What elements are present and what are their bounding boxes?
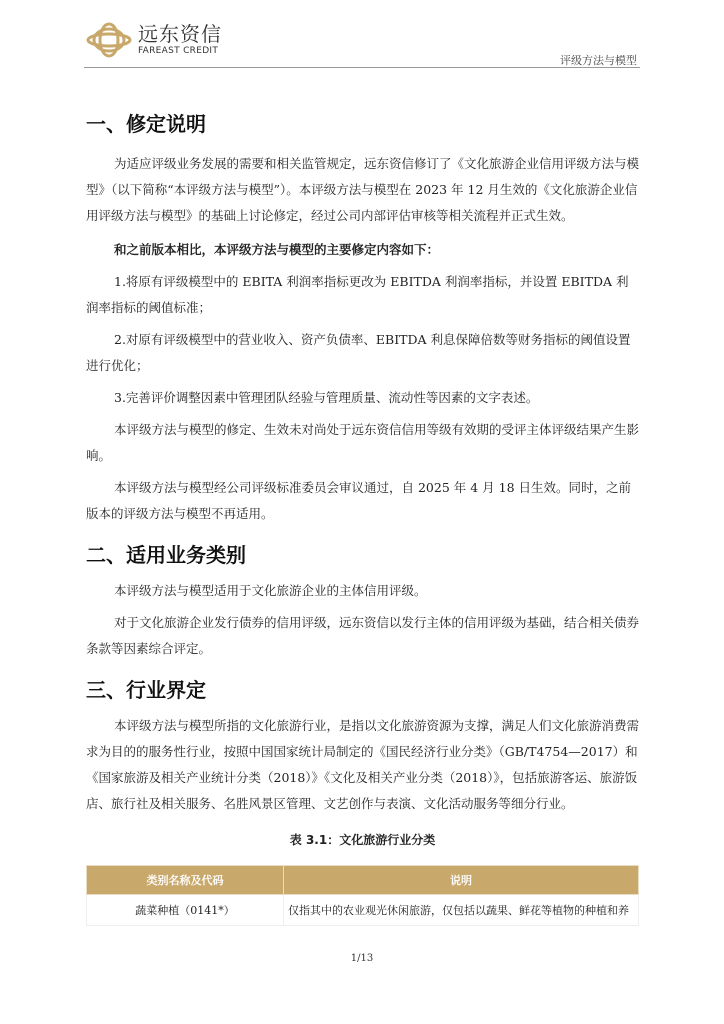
section-1-effect-paragraph: 本评级方法与模型的修定、生效未对尚处于远东资信信用等级有效期的受评主体评级结果产生影响。 [86, 422, 640, 463]
page-number: 1/13 [350, 953, 374, 964]
revision-summary-heading: 和之前版本相比，本评级方法与模型的主要修定内容如下： [114, 242, 440, 257]
section-3-paragraph: 本评级方法与模型所指的文化旅游行业，是指以文化旅游资源为支撑，满足人们文化旅游消费需求为目的的服务性行业，按照中国国家统计局制定的《国民经济行业分类》（GB/T4754—2017）和《国家旅游及相关产业统计分类（2018）》《文化及相关产业分类（2018）》，包括旅游客运、旅游饭店、旅行社及相关服务、名胜风景区管理、文艺创作与表演、文化活动服务等细分行业。 [86, 718, 640, 811]
section-3-title: 三、行业界定 [86, 678, 206, 702]
table-header-description: 说明 [284, 866, 639, 895]
logo-name-en: FAREAST CREDIT [138, 46, 219, 56]
table-title: 表 3.1：文化旅游行业分类 [289, 833, 436, 847]
logo-name-cn: 远东资信 [138, 22, 222, 46]
section-1-title: 一、修定说明 [86, 112, 206, 136]
header-divider [84, 67, 640, 68]
section-1-paragraph: 为适应评级业务发展的需要和相关监管规定，远东资信修订了《文化旅游企业信用评级方法与模型》（以下简称“本评级方法与模型”）。本评级方法与模型在 2023 年 12 月生效的《文化旅游企业信用评级方法与模型》的基础上讨论修定，经过公司内部评估审核等相关流程并正式生效。 [86, 156, 640, 223]
section-2-paragraph-1: 本评级方法与模型适用于文化旅游企业的主体信用评级。 [114, 583, 427, 598]
document-label: 评级方法与模型 [560, 54, 637, 67]
table-row [87, 895, 639, 926]
revision-item-3: 3.完善评价调整因素中管理团队经验与管理质量、流动性等因素的文字表述。 [114, 390, 539, 405]
table-cell-description: 仅指其中的农业观光休闲旅游，仅包括以蔬果、鲜花等植物的种植和养 [284, 895, 639, 926]
industry-classification-table [86, 865, 639, 926]
revision-item-1: 1.将原有评级模型中的 EBITA 利润率指标更改为 EBITDA 利润率指标，并设置 EBITDA 利润率指标的阈值标准； [86, 274, 629, 315]
page-header [0, 0, 724, 70]
section-2-paragraph-2: 对于文化旅游企业发行债券的信用评级，远东资信以发行主体的信用评级为基础，结合相关债券条款等因素综合评定。 [86, 615, 640, 656]
table-header-category: 类别名称及代码 [87, 866, 284, 895]
section-2-title: 二、适用业务类别 [86, 543, 246, 567]
section-1-effective-date-paragraph: 本评级方法与模型经公司评级标准委员会审议通过，自 2025 年 4 月 18 日生效。同时，之前版本的评级方法与模型不再适用。 [86, 480, 632, 521]
main-content [86, 108, 639, 926]
table-header-row [87, 866, 639, 895]
company-logo [86, 20, 222, 60]
revision-item-2: 2.对原有评级模型中的营业收入、资产负债率、EBITDA 利息保障倍数等财务指标的阈值设置进行优化； [86, 332, 631, 373]
fareast-logo-icon [86, 20, 132, 60]
table-cell-category: 蔬菜种植（0141*） [87, 895, 284, 926]
